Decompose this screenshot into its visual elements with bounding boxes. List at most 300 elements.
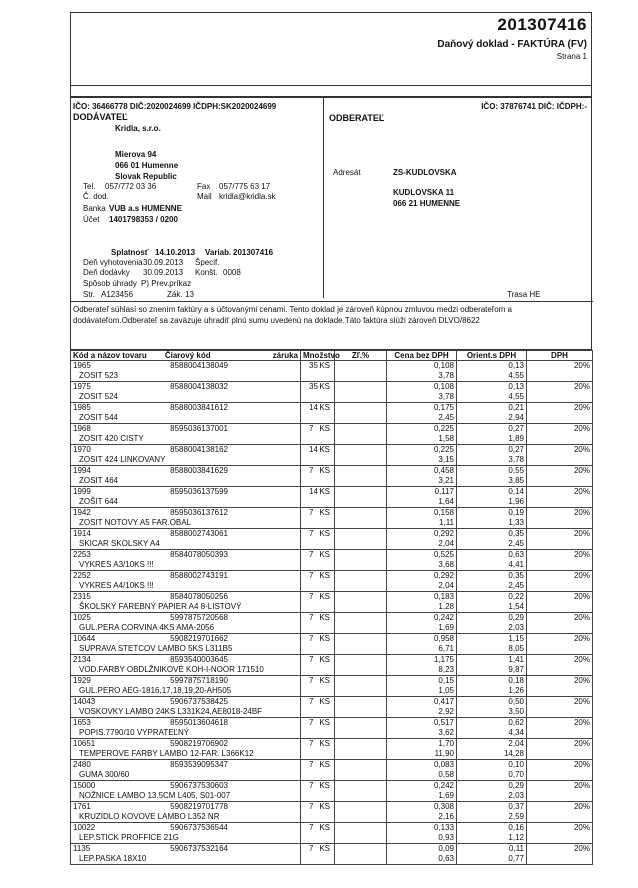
item-price-total: 11,90: [434, 749, 454, 758]
item-orient-total: 3,78: [508, 455, 524, 464]
table-row: [71, 802, 593, 823]
item-orient-unit: 0,35: [508, 529, 524, 538]
item-code: 10022: [73, 823, 96, 832]
item-unit: KS: [319, 760, 330, 769]
item-orient-total: 2,03: [508, 791, 524, 800]
variab-value: 201307416: [233, 248, 274, 257]
item-qty-cell: [301, 466, 335, 487]
konst-label: Konšt.: [195, 268, 218, 277]
item-unit: KS: [319, 466, 330, 475]
item-price-unit: 0,225: [433, 445, 454, 454]
table-row: [71, 361, 593, 382]
item-name: ZOSIT NOTOVY A5 FAR.OBAL: [79, 518, 192, 527]
invoice-page: [70, 12, 592, 886]
item-price-cell: [387, 571, 457, 592]
fax-label: Fax: [197, 182, 211, 191]
item-unit: KS: [319, 613, 330, 622]
delivery-label: Deň dodávky: [83, 268, 130, 277]
item-vat-cell: [527, 466, 593, 487]
item-unit: KS: [319, 781, 330, 790]
item-orient-cell: [457, 361, 527, 382]
mail-value: kridla@kridla.sk: [219, 192, 276, 201]
item-orient-total: 14,28: [503, 749, 524, 758]
items-header-row: [71, 351, 593, 361]
item-qty: 35: [309, 382, 318, 391]
item-qty-cell: [301, 634, 335, 655]
item-price-total: 2,45: [438, 413, 454, 422]
item-price-unit: 0,292: [433, 571, 454, 580]
item-name-cell: [71, 529, 301, 550]
item-barcode: 8588003841629: [170, 466, 228, 475]
item-name: VOD.FARBY OBDLŽNIKOVÉ KOH-I-NOOR 171510: [79, 665, 264, 674]
item-name: ŠKOLSKÝ FAREBNÝ PAPIER A4 8-LISTOVÝ: [79, 602, 242, 611]
item-discount-cell: [335, 613, 387, 634]
item-code: 1914: [73, 529, 91, 538]
item-price-unit: 0,517: [433, 718, 454, 727]
item-unit: KS: [319, 487, 330, 496]
item-qty: 35: [309, 361, 318, 370]
item-discount-cell: [335, 361, 387, 382]
item-orient-total: 3,50: [508, 707, 524, 716]
item-orient-cell: [457, 676, 527, 697]
item-qty-cell: [301, 802, 335, 823]
item-vat: 20%: [573, 424, 590, 433]
col-header-name: [71, 351, 301, 361]
page-number: Strana 1: [556, 52, 587, 61]
item-name: ZOSIT 523: [79, 371, 118, 380]
item-code: 14043: [73, 697, 96, 706]
supplier-street: Mierova 94: [115, 150, 157, 159]
item-unit: KS: [319, 382, 330, 391]
item-price-unit: 0,458: [433, 466, 454, 475]
item-price-unit: 0,108: [433, 361, 454, 370]
item-price-total: 1,28: [438, 602, 454, 611]
item-unit: KS: [319, 424, 330, 433]
item-orient-unit: 1,15: [508, 634, 524, 643]
item-discount-cell: [335, 382, 387, 403]
item-barcode: 8593540003645: [170, 655, 228, 664]
item-qty-cell: [301, 361, 335, 382]
item-name-cell: [71, 613, 301, 634]
item-name-cell: [71, 487, 301, 508]
item-qty-cell: [301, 487, 335, 508]
item-code: 10651: [73, 739, 96, 748]
item-unit: KS: [319, 802, 330, 811]
item-name: SUPRAVA STETCOV LAMBO 5KS L311B5: [79, 644, 233, 653]
bank-label: Banka: [83, 204, 106, 213]
item-vat: 20%: [573, 613, 590, 622]
item-orient-total: 2,45: [508, 581, 524, 590]
item-vat: 20%: [573, 739, 590, 748]
item-orient-cell: [457, 760, 527, 781]
item-name: VYKRES A3/10KS !!!: [79, 560, 154, 569]
item-price-unit: 0,292: [433, 529, 454, 538]
item-vat-cell: [527, 382, 593, 403]
item-vat-cell: [527, 634, 593, 655]
col-header-discount: Zľ.%: [335, 351, 387, 361]
item-name-cell: [71, 781, 301, 802]
item-qty: 7: [309, 718, 314, 727]
item-discount-cell: [335, 718, 387, 739]
item-qty-cell: [301, 382, 335, 403]
item-code: 1135: [73, 844, 91, 853]
item-qty-cell: [301, 592, 335, 613]
document-type: Daňový doklad - FAKTÚRA (FV): [437, 39, 587, 50]
item-discount-cell: [335, 529, 387, 550]
item-qty: 7: [309, 802, 314, 811]
item-price-unit: 0,117: [434, 487, 454, 496]
item-name: ZOSIT 424 LINKOVANY: [79, 455, 166, 464]
item-code: 2480: [73, 760, 91, 769]
item-discount-cell: [335, 760, 387, 781]
item-barcode: 5906737532164: [170, 844, 228, 853]
item-vat-cell: [527, 508, 593, 529]
table-row: [71, 676, 593, 697]
item-qty-cell: [301, 613, 335, 634]
zak-value: 13: [185, 290, 194, 299]
item-name: TEMPEROVE FARBY LAMBO 12-FAR. L366K12: [79, 749, 254, 758]
item-price-cell: [387, 529, 457, 550]
item-qty: 7: [309, 739, 314, 748]
item-orient-unit: 0,18: [508, 676, 524, 685]
item-vat: 20%: [573, 760, 590, 769]
item-vat: 20%: [573, 634, 590, 643]
item-orient-total: 2,94: [508, 413, 524, 422]
item-price-cell: [387, 382, 457, 403]
item-price-total: 2,04: [438, 581, 454, 590]
item-price-unit: 1,70: [438, 739, 454, 748]
item-barcode: 5906737530603: [170, 781, 228, 790]
col-header-warranty: záruka: [272, 351, 298, 360]
bank-value: VUB a.s HUMENNE: [109, 204, 182, 213]
item-qty-cell: [301, 760, 335, 781]
item-name: VYKRES A4/10KS !!!: [79, 581, 154, 590]
item-qty-cell: [301, 844, 335, 865]
item-unit: KS: [319, 634, 330, 643]
item-qty: 7: [309, 697, 314, 706]
item-price-unit: 0,242: [433, 613, 454, 622]
item-vat: 20%: [573, 550, 590, 559]
item-qty-cell: [301, 676, 335, 697]
payment-label: Spôsob úhrady: [83, 279, 137, 288]
account-value: 1401798353 / 0200: [109, 215, 178, 224]
item-qty: 7: [309, 760, 314, 769]
delivery-value: 30.09.2013: [143, 268, 184, 277]
item-price-total: 6,71: [438, 644, 454, 653]
item-discount-cell: [335, 571, 387, 592]
item-price-unit: 0,108: [433, 382, 454, 391]
item-name-cell: [71, 760, 301, 781]
item-barcode: 5997875718190: [170, 676, 228, 685]
item-qty: 7: [309, 508, 314, 517]
item-qty: 7: [309, 571, 314, 580]
item-qty: 7: [309, 676, 314, 685]
col-header-orient: Orient.s DPH: [457, 351, 527, 361]
item-price-total: 8,23: [438, 665, 454, 674]
tel-value: 057/772 03 36: [105, 182, 157, 191]
item-discount-cell: [335, 487, 387, 508]
item-name-cell: [71, 361, 301, 382]
item-orient-unit: 2,04: [508, 739, 524, 748]
item-vat: 20%: [573, 382, 590, 391]
item-price-total: 1,11: [439, 518, 454, 527]
item-orient-cell: [457, 613, 527, 634]
item-orient-total: 4,55: [508, 371, 524, 380]
item-price-total: 3,21: [438, 476, 454, 485]
item-orient-unit: 0,62: [508, 718, 524, 727]
item-orient-total: 8,05: [508, 644, 524, 653]
item-discount-cell: [335, 403, 387, 424]
item-orient-unit: 0,13: [508, 382, 524, 391]
item-qty: 14: [309, 487, 318, 496]
item-price-cell: [387, 487, 457, 508]
item-vat: 20%: [573, 697, 590, 706]
trasa: Trasa HE: [507, 290, 541, 299]
item-price-unit: 0,15: [438, 676, 454, 685]
item-price-total: 2,92: [438, 707, 454, 716]
item-name: KRUZIDLO KOVOVE LAMBO L352 NR: [79, 812, 220, 821]
item-price-cell: [387, 718, 457, 739]
item-vat: 20%: [573, 844, 590, 853]
item-name-cell: [71, 508, 301, 529]
item-price-unit: 0,133: [433, 823, 454, 832]
item-vat: 20%: [573, 487, 590, 496]
item-price-unit: 0,183: [433, 592, 454, 601]
item-orient-unit: 0,16: [508, 823, 524, 832]
item-vat: 20%: [573, 655, 590, 664]
item-price-cell: [387, 361, 457, 382]
item-unit: KS: [319, 508, 330, 517]
item-vat: 20%: [573, 571, 590, 580]
item-discount-cell: [335, 844, 387, 865]
account-label: Účet: [83, 215, 100, 224]
item-price-cell: [387, 760, 457, 781]
item-qty: 7: [309, 844, 314, 853]
item-barcode: 5908219701778: [170, 802, 228, 811]
item-barcode: 8595036137612: [170, 508, 228, 517]
item-qty-cell: [301, 445, 335, 466]
item-orient-unit: 0,21: [508, 403, 524, 412]
item-price-total: 3,15: [438, 455, 454, 464]
item-barcode: 5997875720568: [170, 613, 228, 622]
item-discount-cell: [335, 802, 387, 823]
col-header-name-label: Kód a názov tovaru: [73, 351, 147, 360]
item-vat: 20%: [573, 361, 590, 370]
item-barcode: 8588002743061: [170, 529, 228, 538]
item-orient-total: 1,89: [508, 434, 524, 443]
item-discount-cell: [335, 697, 387, 718]
item-barcode: 8588004138162: [170, 445, 228, 454]
item-vat: 20%: [573, 445, 590, 454]
items-table: [70, 350, 593, 865]
item-qty: 7: [309, 529, 314, 538]
item-qty-cell: [301, 718, 335, 739]
item-code: 1994: [73, 466, 91, 475]
issued-label: Deň vyhotovenia: [83, 258, 143, 267]
item-vat: 20%: [573, 466, 590, 475]
supplier-ids: IČO: 36466778 DIČ:2020024699 IČDPH:SK2020024699: [73, 102, 277, 111]
item-vat-cell: [527, 529, 593, 550]
item-qty-cell: [301, 781, 335, 802]
item-discount-cell: [335, 550, 387, 571]
item-unit: KS: [319, 403, 330, 412]
item-code: 1761: [73, 802, 91, 811]
item-code: 1942: [73, 508, 91, 517]
item-orient-unit: 0,10: [508, 760, 524, 769]
item-price-total: 3,62: [438, 728, 454, 737]
table-row: [71, 508, 593, 529]
table-row: [71, 529, 593, 550]
item-code: 1968: [73, 424, 91, 433]
str-label: Str.: [83, 290, 96, 299]
item-name-cell: [71, 739, 301, 760]
item-discount-cell: [335, 634, 387, 655]
table-row: [71, 487, 593, 508]
item-unit: KS: [319, 718, 330, 727]
item-qty: 14: [309, 403, 318, 412]
item-price-unit: 0,225: [433, 424, 454, 433]
invoice-header: [70, 12, 592, 86]
item-orient-total: 4,34: [508, 728, 524, 737]
col-header-price: Cena bez DPH: [387, 351, 457, 361]
table-row: [71, 781, 593, 802]
item-name: ZOSIT 420 CISTY: [79, 434, 144, 443]
item-orient-unit: 0,27: [508, 424, 524, 433]
item-barcode: 8588004138032: [170, 382, 228, 391]
item-vat: 20%: [573, 802, 590, 811]
item-vat-cell: [527, 361, 593, 382]
item-price-cell: [387, 676, 457, 697]
item-discount-cell: [335, 823, 387, 844]
table-row: [71, 382, 593, 403]
item-vat-cell: [527, 592, 593, 613]
item-unit: KS: [319, 697, 330, 706]
item-barcode: 8588002743191: [170, 571, 228, 580]
item-name-cell: [71, 403, 301, 424]
header-spacer-row: [70, 86, 592, 97]
item-price-cell: [387, 508, 457, 529]
item-vat: 20%: [573, 403, 590, 412]
item-orient-total: 1,33: [508, 518, 524, 527]
item-name-cell: [71, 550, 301, 571]
item-qty-cell: [301, 571, 335, 592]
table-row: [71, 760, 593, 781]
item-orient-cell: [457, 487, 527, 508]
party-divider: [323, 98, 324, 298]
item-price-cell: [387, 445, 457, 466]
table-row: [71, 844, 593, 865]
item-qty-cell: [301, 508, 335, 529]
item-name: ZOSIT 544: [79, 413, 118, 422]
item-orient-unit: 0,14: [508, 487, 524, 496]
adresat-value: ZS-KUDLOVSKA: [393, 168, 457, 177]
item-orient-total: 9,87: [508, 665, 524, 674]
item-price-cell: [387, 802, 457, 823]
item-price-cell: [387, 424, 457, 445]
table-row: [71, 592, 593, 613]
item-orient-unit: 0,19: [508, 508, 524, 517]
item-name-cell: [71, 634, 301, 655]
table-row: [71, 445, 593, 466]
item-price-total: 0,63: [438, 854, 454, 863]
item-qty-cell: [301, 739, 335, 760]
item-name: GUL.PERO AEG-1816,17,18,19,20-AH505: [79, 686, 232, 695]
item-unit: KS: [319, 445, 330, 454]
item-price-total: 3,78: [438, 371, 454, 380]
item-vat-cell: [527, 802, 593, 823]
item-unit: KS: [319, 655, 330, 664]
table-row: [71, 550, 593, 571]
item-unit: KS: [319, 592, 330, 601]
item-orient-total: 1,96: [508, 497, 524, 506]
buyer-label: ODBERATEĽ: [329, 113, 385, 123]
item-price-unit: 0,09: [438, 844, 454, 853]
item-price-cell: [387, 697, 457, 718]
item-qty-cell: [301, 550, 335, 571]
item-code: 1929: [73, 676, 91, 685]
item-name: LEP.PASKA 18X10: [79, 854, 147, 863]
item-orient-cell: [457, 529, 527, 550]
item-qty-cell: [301, 424, 335, 445]
item-name-cell: [71, 844, 301, 865]
item-name-cell: [71, 676, 301, 697]
item-name-cell: [71, 697, 301, 718]
item-code: 1999: [73, 487, 91, 496]
table-row: [71, 739, 593, 760]
item-orient-cell: [457, 508, 527, 529]
party-section: [70, 97, 592, 350]
table-row: [71, 403, 593, 424]
item-price-total: 0,93: [438, 833, 454, 842]
item-discount-cell: [335, 424, 387, 445]
item-vat-cell: [527, 445, 593, 466]
item-discount-cell: [335, 592, 387, 613]
buyer-street: KUDLOVSKA 11: [393, 188, 455, 197]
item-orient-cell: [457, 781, 527, 802]
item-qty: 7: [309, 550, 314, 559]
item-price-unit: 0,158: [433, 508, 454, 517]
item-price-cell: [387, 781, 457, 802]
item-code: 1985: [73, 403, 91, 412]
item-vat: 20%: [573, 718, 590, 727]
item-orient-unit: 0,27: [508, 445, 524, 454]
item-vat-cell: [527, 823, 593, 844]
item-qty: 7: [309, 466, 314, 475]
item-code: 2134: [73, 655, 91, 664]
item-price-cell: [387, 655, 457, 676]
item-orient-cell: [457, 466, 527, 487]
item-vat-cell: [527, 550, 593, 571]
item-name-cell: [71, 571, 301, 592]
item-price-unit: 0,958: [433, 634, 454, 643]
item-price-cell: [387, 466, 457, 487]
item-name-cell: [71, 802, 301, 823]
item-qty: 7: [309, 781, 314, 790]
item-vat: 20%: [573, 529, 590, 538]
item-vat-cell: [527, 844, 593, 865]
item-barcode: 8595036137001: [170, 424, 228, 433]
item-vat: 20%: [573, 676, 590, 685]
item-code: 1975: [73, 382, 91, 391]
item-qty-cell: [301, 529, 335, 550]
supplier-country: Slovak Republic: [115, 172, 177, 181]
issued-value: 30.09.2013: [143, 258, 184, 267]
item-name-cell: [71, 466, 301, 487]
item-code: 15000: [73, 781, 96, 790]
item-vat: 20%: [573, 592, 590, 601]
table-row: [71, 697, 593, 718]
item-discount-cell: [335, 655, 387, 676]
